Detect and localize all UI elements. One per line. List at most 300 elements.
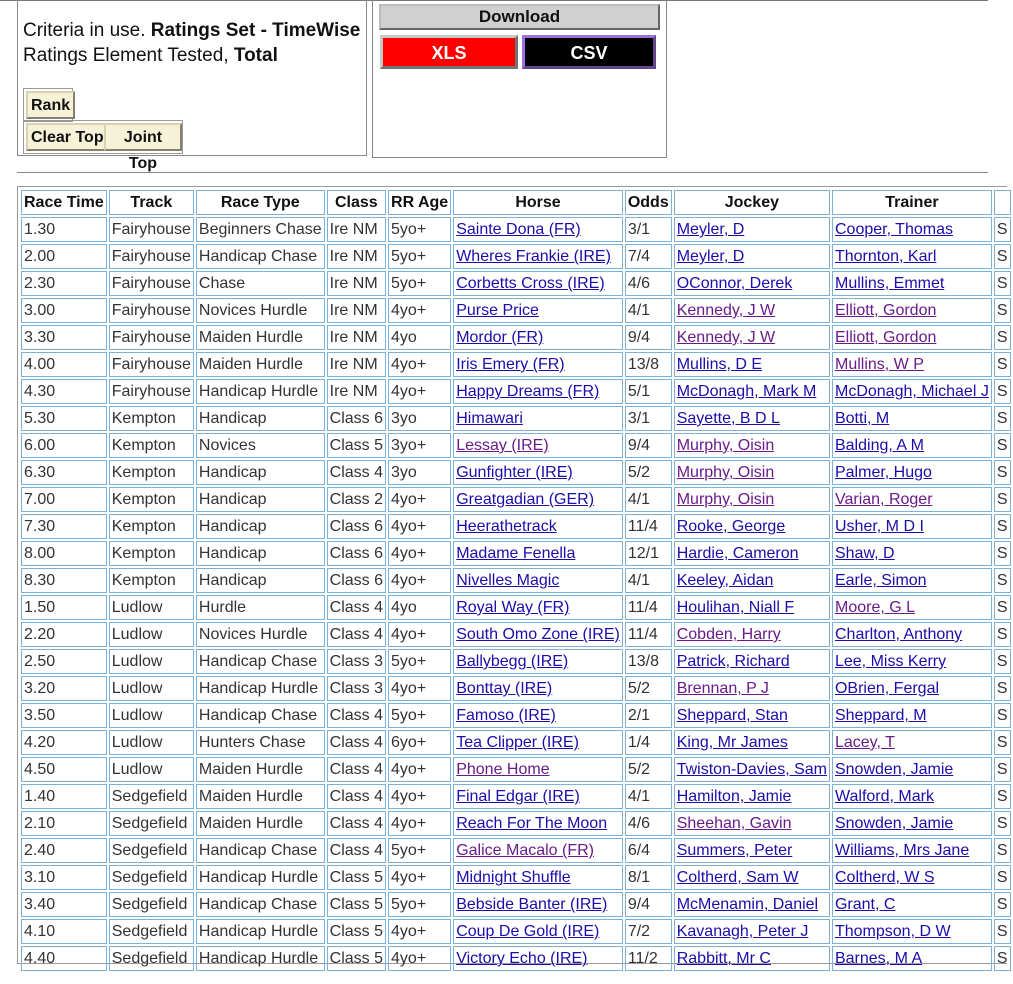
cell-trainer [832,919,992,944]
cell-horse [453,838,623,863]
cell-odds [625,379,672,404]
cell-rr-age [388,298,451,323]
jockey-link[interactable]: Rooke, George [676,518,786,535]
cell-extra [994,784,1011,809]
trainer-link[interactable]: Balding, A M [834,437,924,454]
jockey-link[interactable]: Twiston-Davies, Sam [676,761,827,778]
cell-class-text: Ire NM [329,383,378,400]
cell-extra [994,892,1011,917]
jockey-link[interactable]: Murphy, Oisin [676,464,775,481]
cell-odds [625,460,672,485]
cell-track [109,730,194,755]
table-row [21,298,1011,323]
cell-race-type [196,919,325,944]
trainer-link[interactable]: Thompson, D W [834,923,951,940]
cell-odds-text: 4/6 [627,815,651,832]
cell-horse [453,352,623,377]
cell-odds [625,406,672,431]
horse-link[interactable]: Tea Clipper (IRE) [456,734,579,751]
trainer-link[interactable]: Snowden, Jamie [834,815,954,832]
cell-track [109,757,194,782]
cell-trainer [832,730,992,755]
criteria-panel [17,0,367,172]
horse-link[interactable]: Himawari [456,410,523,427]
cell-odds-text: 4/1 [627,302,651,319]
cell-race-type [196,325,325,350]
jockey-link[interactable]: McMenamin, Daniel [676,896,819,913]
cell-extra [994,730,1011,755]
jockey-link[interactable]: Summers, Peter [676,842,793,859]
cell-class [327,946,386,971]
trainer-link[interactable]: OBrien, Fergal [834,680,940,697]
section-divider [17,172,988,173]
cell-track [109,406,194,431]
horse-link[interactable]: Bonttay (IRE) [456,680,553,697]
horse-link[interactable]: Coup De Gold (IRE) [456,923,600,940]
cell-horse [453,514,623,539]
trainer-link[interactable]: Elliott, Gordon [834,302,937,319]
cell-odds-text: 11/4 [627,626,658,643]
cell-rr-age-text: 4yo+ [391,518,427,535]
cell-odds-text: 9/4 [627,896,651,913]
horse-link[interactable]: Victory Echo (IRE) [456,950,588,967]
cell-odds [625,865,672,890]
table-row [21,217,1011,242]
trainer-link[interactable]: Cooper, Thomas [834,221,953,238]
download-xls-button[interactable]: XLS [380,35,518,69]
jockey-link[interactable]: Patrick, Richard [676,653,790,670]
cell-race-type-text: Maiden Hurdle [198,356,303,373]
cell-race-type-text: Handicap Chase [198,842,318,859]
trainer-link[interactable]: Lee, Miss Kerry [834,653,947,670]
cell-class-text: Class 2 [329,491,384,508]
trainer-link[interactable]: Walford, Mark [834,788,934,805]
cell-rr-age-text: 3yo [391,464,417,481]
horse-link[interactable]: Iris Emery (FR) [456,356,565,373]
cell-extra [994,271,1011,296]
cell-race-time [21,865,107,890]
table-row [21,595,1011,620]
cell-rr-age-text: 5yo+ [391,707,427,724]
jockey-link[interactable]: Murphy, Oisin [676,491,775,508]
horse-link[interactable]: Bebside Banter (IRE) [456,896,608,913]
horse-link[interactable]: Famoso (IRE) [456,707,556,724]
cell-odds-text: 5/1 [627,383,651,400]
cell-jockey [674,649,830,674]
cell-race-type [196,406,325,431]
cell-rr-age-text: 4yo+ [391,356,427,373]
cell-extra [994,406,1011,431]
cell-horse [453,919,623,944]
cell-track [109,460,194,485]
horse-link[interactable]: Royal Way (FR) [456,599,570,616]
cell-extra [994,514,1011,539]
jockey-link[interactable]: Coltherd, Sam W [676,869,799,886]
horse-link[interactable]: Gunfighter (IRE) [456,464,573,481]
horse-link[interactable]: Wheres Frankie (IRE) [456,248,611,265]
header-extra[interactable] [994,190,1011,215]
cell-extra-text: S [996,815,1008,832]
cell-race-type-text: Hunters Chase [198,734,306,751]
trainer-link[interactable]: Thornton, Karl [834,248,937,265]
cell-race-time-text: 3.50 [24,707,56,724]
jockey-link[interactable]: Murphy, Oisin [676,437,775,454]
cell-race-type [196,271,325,296]
cell-track [109,298,194,323]
cell-class [327,595,386,620]
cell-trainer [832,838,992,863]
cell-race-time-text: 2.20 [24,626,56,643]
cell-horse [453,568,623,593]
cell-odds-text: 5/2 [627,680,651,697]
cell-class [327,433,386,458]
horse-link[interactable]: Madame Fenella [456,545,576,562]
cell-jockey [674,460,830,485]
jockey-link[interactable]: Kavanagh, Peter J [676,923,809,940]
cell-rr-age-text: 4yo+ [391,545,427,562]
jockey-link[interactable]: Kennedy, J W [676,302,776,319]
cell-extra-text: S [996,545,1008,562]
table-row [21,838,1011,863]
cell-race-time-text: 1.30 [24,221,56,238]
cell-rr-age-text: 3yo+ [391,437,427,454]
trainer-link[interactable]: Usher, M D I [834,518,924,535]
cell-jockey [674,676,830,701]
trainer-link[interactable]: Coltherd, W S [834,869,935,886]
cell-extra [994,298,1011,323]
horse-link[interactable]: Reach For The Moon [456,815,608,832]
trainer-link[interactable]: Botti, M [834,410,890,427]
trainer-link[interactable]: Williams, Mrs Jane [834,842,970,859]
table-header-row [21,190,1011,215]
cell-track [109,595,194,620]
cell-race-type-text: Handicap [198,491,267,508]
cell-track [109,892,194,917]
trainer-link[interactable]: Earle, Simon [834,572,927,589]
cell-rr-age [388,244,451,269]
trainer-link[interactable]: Moore, G L [834,599,916,616]
header-trainer[interactable]: Trainer [832,190,992,215]
cell-track [109,325,194,350]
trainer-link[interactable]: Varian, Roger [834,491,933,508]
jockey-link[interactable]: Mullins, D E [676,356,763,373]
cell-extra-text: S [996,599,1008,616]
horse-link[interactable]: Lessay (IRE) [456,437,549,454]
cell-track-text: Kempton [111,437,176,454]
trainer-link[interactable]: Snowden, Jamie [834,761,954,778]
cell-odds-text: 4/1 [627,491,651,508]
trainer-link[interactable]: Grant, C [834,896,896,913]
cell-race-type [196,757,325,782]
jockey-link[interactable]: Sheppard, Stan [676,707,788,724]
jockey-link[interactable]: Houlihan, Niall F [676,599,795,616]
cell-odds [625,730,672,755]
cell-odds [625,244,672,269]
cell-trainer [832,487,992,512]
cell-rr-age [388,784,451,809]
cell-extra-text: S [996,572,1008,589]
horse-link[interactable]: Midnight Shuffle [456,869,571,886]
table-row [21,568,1011,593]
cell-class [327,406,386,431]
cell-odds-text: 3/1 [627,221,651,238]
cell-race-type-text: Novices [198,437,256,454]
cell-race-time [21,838,107,863]
cell-trainer [832,892,992,917]
cell-class [327,892,386,917]
jockey-link[interactable]: Sayette, B D L [676,410,780,427]
jockey-link[interactable]: Rabbitt, Mr C [676,950,771,967]
jockey-link[interactable]: OConnor, Derek [676,275,793,292]
cell-rr-age-text: 5yo+ [391,248,427,265]
cell-track [109,784,194,809]
cell-trainer [832,757,992,782]
cell-rr-age [388,325,451,350]
cell-class [327,325,386,350]
cell-rr-age-text: 5yo+ [391,842,427,859]
cell-race-type-text: Handicap Hurdle [198,680,319,697]
jockey-link[interactable]: Hamilton, Jamie [676,788,792,805]
cell-rr-age-text: 5yo+ [391,896,427,913]
horse-link[interactable]: Final Edgar (IRE) [456,788,580,805]
cell-class-text: Class 4 [329,842,384,859]
cell-odds [625,271,672,296]
cell-race-time [21,676,107,701]
cell-race-time [21,406,107,431]
cell-race-type-text: Maiden Hurdle [198,761,303,778]
header-race-type[interactable]: Race Type [196,190,325,215]
header-track[interactable]: Track [109,190,194,215]
cell-track-text: Fairyhouse [111,302,191,319]
clear-top-button[interactable]: Clear Top [26,123,109,151]
jockey-link[interactable]: Keeley, Aidan [676,572,774,589]
cell-extra [994,460,1011,485]
horse-link[interactable]: Corbetts Cross (IRE) [456,275,605,292]
cell-rr-age [388,433,451,458]
joint-top-button[interactable]: Joint Top [104,123,182,151]
cell-class-text: Class 4 [329,464,384,481]
cell-class-text: Class 4 [329,626,384,643]
table-row [21,460,1011,485]
cell-odds-text: 13/8 [627,356,659,373]
cell-race-type-text: Chase [198,275,246,292]
horse-link[interactable]: Greatgadian (GER) [456,491,595,508]
horse-link[interactable]: Purse Price [456,302,539,319]
cell-horse [453,217,623,242]
cell-track-text: Ludlow [111,680,163,697]
results-table [19,188,1013,973]
cell-class-text: Class 4 [329,788,384,805]
cell-track-text: Ludlow [111,761,163,778]
cell-extra-text: S [996,869,1008,886]
cell-rr-age [388,649,451,674]
rank-button[interactable]: Rank [26,91,75,119]
cell-track [109,946,194,971]
cell-odds-text: 5/2 [627,761,651,778]
cell-race-type-text: Handicap Chase [198,248,318,265]
jockey-link[interactable]: Cobden, Harry [676,626,781,643]
criteria-ratings-set [23,20,360,42]
cell-extra [994,622,1011,647]
jockey-link[interactable]: King, Mr James [676,734,788,751]
jockey-link[interactable]: Kennedy, J W [676,329,776,346]
trainer-link[interactable]: Shaw, D [834,545,895,562]
cell-race-type [196,460,325,485]
cell-rr-age [388,730,451,755]
trainer-link[interactable]: Charlton, Anthony [834,626,963,643]
jockey-link[interactable]: Hardie, Cameron [676,545,799,562]
cell-extra [994,946,1011,971]
header-jockey[interactable]: Jockey [674,190,830,215]
cell-race-time-text: 8.00 [24,545,56,562]
cell-race-time [21,487,107,512]
cell-race-time-text: 4.50 [24,761,56,778]
cell-horse [453,244,623,269]
header-race-time[interactable]: Race Time [21,190,107,215]
trainer-link[interactable]: Mullins, W P [834,356,924,373]
header-horse[interactable]: Horse [453,190,623,215]
cell-trainer [832,379,992,404]
cell-odds [625,217,672,242]
cell-odds [625,541,672,566]
cell-race-type-text: Handicap [198,410,267,427]
horse-link[interactable]: Heerathetrack [456,518,557,535]
cell-track [109,838,194,863]
table-row [21,514,1011,539]
cell-race-type-text: Handicap Hurdle [198,383,319,400]
jockey-link[interactable]: Brennan, P J [676,680,769,697]
cell-track-text: Fairyhouse [111,356,191,373]
cell-jockey [674,730,830,755]
cell-race-time-text: 2.10 [24,815,56,832]
horse-link[interactable]: South Omo Zone (IRE) [456,626,620,643]
download-csv-button[interactable]: CSV [522,35,656,69]
cell-track-text: Kempton [111,491,176,508]
horse-link[interactable]: Mordor (FR) [456,329,544,346]
horse-link[interactable]: Ballybegg (IRE) [456,653,569,670]
horse-link[interactable]: Galice Macalo (FR) [456,842,595,859]
cell-horse [453,865,623,890]
ratings-element-label: Ratings Element Tested, [23,45,234,66]
cell-track-text: Fairyhouse [111,329,191,346]
cell-odds-text: 9/4 [627,329,651,346]
cell-horse [453,298,623,323]
cell-class [327,298,386,323]
cell-class [327,730,386,755]
cell-race-type [196,703,325,728]
cell-extra [994,595,1011,620]
cell-race-type [196,865,325,890]
cell-jockey [674,595,830,620]
cell-extra-text: S [996,410,1008,427]
horse-link[interactable]: Sainte Dona (FR) [456,221,581,238]
trainer-link[interactable]: Lacey, T [834,734,895,751]
cell-class [327,271,386,296]
horse-link[interactable]: Phone Home [456,761,550,778]
cell-odds-text: 11/4 [627,518,658,535]
cell-jockey [674,757,830,782]
cell-trainer [832,676,992,701]
cell-class-text: Class 5 [329,437,384,454]
cell-class-text: Class 3 [329,680,384,697]
cell-rr-age-text: 4yo+ [391,923,427,940]
cell-race-time-text: 2.00 [24,248,56,265]
cell-trainer [832,649,992,674]
cell-track-text: Ludlow [111,734,163,751]
trainer-link[interactable]: McDonagh, Michael J [834,383,989,400]
cell-track [109,271,194,296]
table-row [21,919,1011,944]
trainer-link[interactable]: Palmer, Hugo [834,464,932,481]
cell-rr-age-text: 5yo+ [391,275,427,292]
cell-race-type-text: Handicap Chase [198,896,318,913]
cell-extra [994,325,1011,350]
cell-race-time [21,379,107,404]
cell-class [327,649,386,674]
jockey-link[interactable]: McDonagh, Mark M [676,383,817,400]
cell-race-time [21,433,107,458]
cell-extra [994,433,1011,458]
cell-track [109,568,194,593]
cell-race-type-text: Maiden Hurdle [198,815,303,832]
trainer-link[interactable]: Elliott, Gordon [834,329,937,346]
cell-race-type [196,622,325,647]
cell-race-type [196,946,325,971]
cell-extra-text: S [996,653,1008,670]
cell-class [327,838,386,863]
cell-race-time [21,703,107,728]
cell-jockey [674,838,830,863]
cell-extra-text: S [996,383,1008,400]
cell-rr-age [388,352,451,377]
cell-trainer [832,568,992,593]
trainer-link[interactable]: Mullins, Emmet [834,275,945,292]
cell-extra-text: S [996,248,1008,265]
cell-class [327,514,386,539]
cell-race-time [21,730,107,755]
cell-odds [625,811,672,836]
cell-track [109,514,194,539]
cell-extra-text: S [996,950,1008,967]
cell-jockey [674,568,830,593]
cell-trainer [832,352,992,377]
cell-race-time [21,217,107,242]
horse-link[interactable]: Nivelles Magic [456,572,560,589]
cell-class [327,676,386,701]
jockey-link[interactable]: Meyler, D [676,221,745,238]
cell-rr-age-text: 4yo+ [391,383,427,400]
cell-jockey [674,919,830,944]
trainer-link[interactable]: Sheppard, M [834,707,927,724]
header-class[interactable]: Class [327,190,386,215]
header-odds[interactable]: Odds [625,190,672,215]
cell-extra-text: S [996,491,1008,508]
cell-extra [994,217,1011,242]
cell-track-text: Kempton [111,464,176,481]
cell-race-type [196,379,325,404]
cell-race-time [21,541,107,566]
header-rr-age[interactable]: RR Age [388,190,451,215]
cell-odds [625,568,672,593]
trainer-link[interactable]: Barnes, M A [834,950,923,967]
horse-link[interactable]: Happy Dreams (FR) [456,383,600,400]
jockey-link[interactable]: Sheehan, Gavin [676,815,792,832]
cell-track-text: Kempton [111,410,176,427]
cell-odds-text: 5/2 [627,464,651,481]
cell-trainer [832,325,992,350]
cell-race-time-text: 7.30 [24,518,56,535]
jockey-link[interactable]: Meyler, D [676,248,745,265]
